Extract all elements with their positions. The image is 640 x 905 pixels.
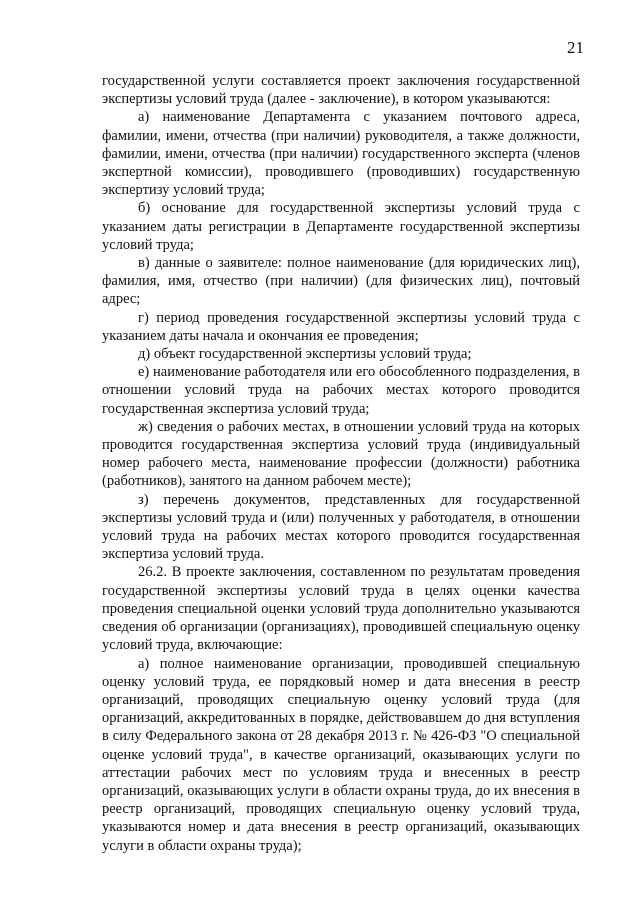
body-text (102, 72, 580, 855)
paragraph: 26.2. В проекте заключения, составленном по результатам проведения государственной экспертизы условий труда в целях оценки качества проведения специальной оценки условий труда дополнительно указываются сведения об организации (организациях), проводившей специальную оценку условий труда, включающие: (102, 564, 580, 654)
paragraph: б) основание для государственной экспертизы условий труда с указанием даты регистрации в Департаменте государственной экспертизы условий труда; (102, 200, 580, 253)
paragraph: в) данные о заявителе: полное наименование (для юридических лиц), фамилия, имя, отчество (при наличии) (для физических лиц), почтовый адрес; (102, 255, 580, 308)
paragraph: государственной услуги составляется проект заключения государственной экспертизы условий труда (далее - заключение), в котором указываются: (102, 73, 580, 108)
paragraph: г) период проведения государственной экспертизы условий труда с указанием даты начала и окончания ее проведения; (102, 309, 580, 344)
paragraph: а) полное наименование организации, проводившей специальную оценку условий труда, ее порядковый номер и дата внесения в реестр организаций, проводящих специальную оценку условий труда (для организаций, аккредитованных в порядке, действовавшем до дня вступления в силу Федерального закона от 28 декабря 2013 г. № 426-ФЗ "О специальной оценке условий труда", в качестве организаций, оказывающих услуги по аттестации рабочих мест по условиям труда и внесенных в реестр организаций, оказывающих услуги в области охраны труда, до их внесения в реестр организаций, проводящих специальную оценку условий труда, указываются номер и дата внесения в реестр организаций, оказывающих услуги в области охраны труда); (102, 655, 580, 854)
paragraph: з) перечень документов, представленных для государственной экспертизы условий труда и (или) полученных у работодателя, в отношении условий труда на рабочих местах которого проводится государственная экспертиза условий труда. (102, 491, 580, 563)
paragraph: д) объект государственной экспертизы условий труда; (138, 346, 472, 363)
paragraph: ж) сведения о рабочих местах, в отношении условий труда на которых проводится государственная экспертиза условий труда (индивидуальный номер рабочего места, наименование профессии (должности) работника (работников), занятого на данном рабочем месте); (102, 418, 580, 490)
page-number: 21 (567, 38, 584, 57)
paragraph: а) наименование Департамента с указанием почтового адреса, фамилии, имени, отчества (при наличии) руководителя, а также должности, фамилии, имени, отчества (при наличии) государственного эксперта (членов экспертной комиссии), проводившего (проводивших) государственную экспертизу условий труда; (102, 109, 580, 199)
paragraph: е) наименование работодателя или его обособленного подразделения, в отношении условий труда на рабочих местах которого проводится государственная экспертиза условий труда; (102, 364, 580, 417)
